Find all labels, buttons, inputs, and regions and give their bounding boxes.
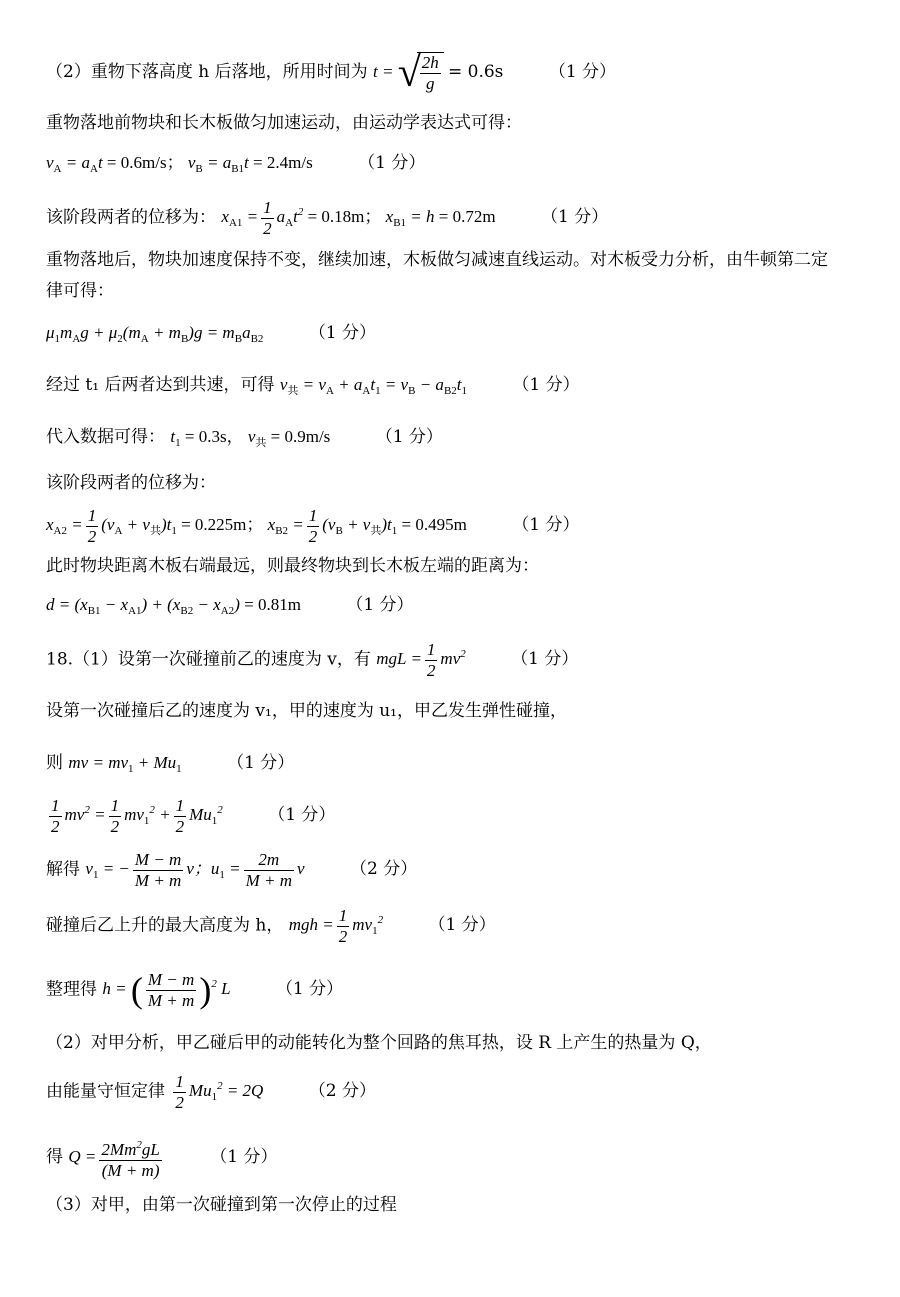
score: （1 分） bbox=[346, 595, 414, 615]
line-11 bbox=[46, 506, 860, 547]
formula-q: Q = $\frac{2Mm^2gL}{(M + m)}$ bbox=[68, 1147, 164, 1166]
line-19 bbox=[46, 906, 860, 947]
formula-result: = 0.6s bbox=[448, 61, 504, 82]
formula-height: mgh = $\frac{1}{2}$ $mv_1^2$ bbox=[288, 906, 384, 946]
line-5: 重物落地后，物块加速度保持不变，继续加速，木板做匀减速直线运动。对木板受力分析，由牛顿第二定 bbox=[46, 250, 828, 270]
line-12: 此时物块距离木板右端最远，则最终物块到长木板左端的距离为： bbox=[46, 556, 539, 576]
text: 得 bbox=[46, 1146, 63, 1167]
formula-common-velocity: $v_共 = v_A + a_At_1 = v_B - a_{B2}t_1$ bbox=[279, 375, 468, 397]
score: （1 分） bbox=[275, 979, 344, 1000]
line-14 bbox=[46, 640, 860, 681]
line-21: （2）对甲分析，甲乙碰后甲的动能转化为整个回路的焦耳热，设 R 上产生的热量为 Q， bbox=[46, 1033, 712, 1053]
line-2: 重物落地前物块和长木板做匀加速运动，由运动学表达式可得： bbox=[46, 113, 522, 133]
text: 18.（1）设第一次碰撞前乙的速度为 v，有 bbox=[46, 649, 371, 670]
line-10: 该阶段两者的位移为： bbox=[46, 473, 216, 493]
line-17 bbox=[46, 796, 860, 837]
text: 碰撞后乙上升的最大高度为 h， bbox=[46, 915, 284, 936]
formula-heat: $\frac{1}{2}$ $Mu_1^2 = 2Q$ bbox=[175, 1072, 264, 1112]
text: （2）重物下落高度 h 后落地，所用时间为 bbox=[46, 61, 368, 82]
line-13 bbox=[46, 592, 860, 624]
formula-newton: $\mu_1m_Ag + \mu_2(m_A + m_B)g = m_Ba_{B2}$ bbox=[46, 323, 264, 345]
score: （1 分） bbox=[308, 323, 377, 343]
score: （1 分） bbox=[210, 1146, 278, 1167]
line-16 bbox=[46, 750, 860, 782]
line-18 bbox=[46, 850, 860, 891]
formula-displacement-2: $x_{A2}$ = $\frac{1}{2}$ $(v_A + v_共)t_1 = 0.225m$； $x_{B2}$ = $\frac{1}{2}$ $(v_B + v_共)t_1 = 0.495m$ bbox=[46, 506, 467, 546]
text: 则 bbox=[46, 753, 63, 773]
formula-displacement-1: $x_{A1}$ = $\frac{1}{2}$ $a_At^2 = 0.18m$； $x_{B1} = h = 0.72m$ bbox=[221, 198, 496, 238]
line-20 bbox=[46, 970, 860, 1011]
score: （2 分） bbox=[308, 1081, 376, 1102]
score: （1 分） bbox=[268, 805, 336, 826]
text: 该阶段两者的位移为： bbox=[46, 207, 216, 228]
formula-height-result: h = ( $\frac{M - m}{M + m}$ )$^2$ L bbox=[102, 970, 231, 1011]
formula-values: $t_1 = 0.3s$， $v_共 = 0.9m/s$ bbox=[170, 427, 331, 449]
line-1 bbox=[46, 52, 860, 94]
formula-energy: mgL = $\frac{1}{2}$ $mv^2$ bbox=[376, 640, 466, 680]
line-7 bbox=[46, 320, 860, 352]
line-9 bbox=[46, 424, 860, 456]
text: 代入数据可得： bbox=[46, 427, 165, 447]
formula-fall-time: t = √ $\frac{2h}{g}$ bbox=[373, 62, 448, 81]
formula-kinetic: $\frac{1}{2}$ $mv^2$ = $\frac{1}{2}$ $mv_1^2$ + $\frac{1}{2}$ $Mu_1^2$ bbox=[51, 796, 223, 836]
formula-solution: $v_1$ = − $\frac{M - m}{M + m}$ v；$u_1$ = $\frac{2m}{M + m}$ v bbox=[85, 850, 305, 890]
score: （1 分） bbox=[512, 375, 580, 395]
text: 由能量守恒定律 bbox=[46, 1081, 165, 1102]
score: （1 分） bbox=[227, 753, 295, 773]
line-23 bbox=[46, 1135, 860, 1181]
text: 解得 bbox=[46, 859, 80, 880]
score: （1 分） bbox=[428, 915, 496, 936]
line-15: 设第一次碰撞后乙的速度为 v₁，甲的速度为 u₁，甲乙发生弹性碰撞， bbox=[46, 701, 567, 721]
text: 经过 t₁ 后两者达到共速，可得 bbox=[46, 375, 275, 395]
formula-distance: $d = (x_{B1} - x_{A1}) + (x_{B2} - x_{A2}) = 0.81m$ bbox=[46, 595, 301, 617]
score: （1 分） bbox=[375, 427, 443, 447]
formula-momentum: mv = $mv_1 + Mu_1$ bbox=[68, 753, 182, 775]
score: （1 分） bbox=[358, 153, 426, 173]
text: 整理得 bbox=[46, 979, 97, 1000]
line-4 bbox=[46, 198, 860, 239]
line-8 bbox=[46, 372, 860, 404]
score: （1 分） bbox=[512, 515, 580, 536]
formula-velocities: $v_A = a_At = 0.6m/s$； $v_B = a_{B1}t = 2.4m/s$ bbox=[46, 153, 313, 175]
line-3 bbox=[46, 150, 860, 182]
line-24: （3）对甲，由第一次碰撞到第一次停止的过程 bbox=[46, 1195, 397, 1215]
line-22 bbox=[46, 1072, 860, 1113]
score: （1 分） bbox=[511, 649, 579, 670]
score: （1 分） bbox=[540, 207, 609, 228]
score: （1 分） bbox=[548, 61, 617, 82]
score: （2 分） bbox=[349, 859, 418, 880]
line-6: 律可得： bbox=[46, 281, 114, 301]
